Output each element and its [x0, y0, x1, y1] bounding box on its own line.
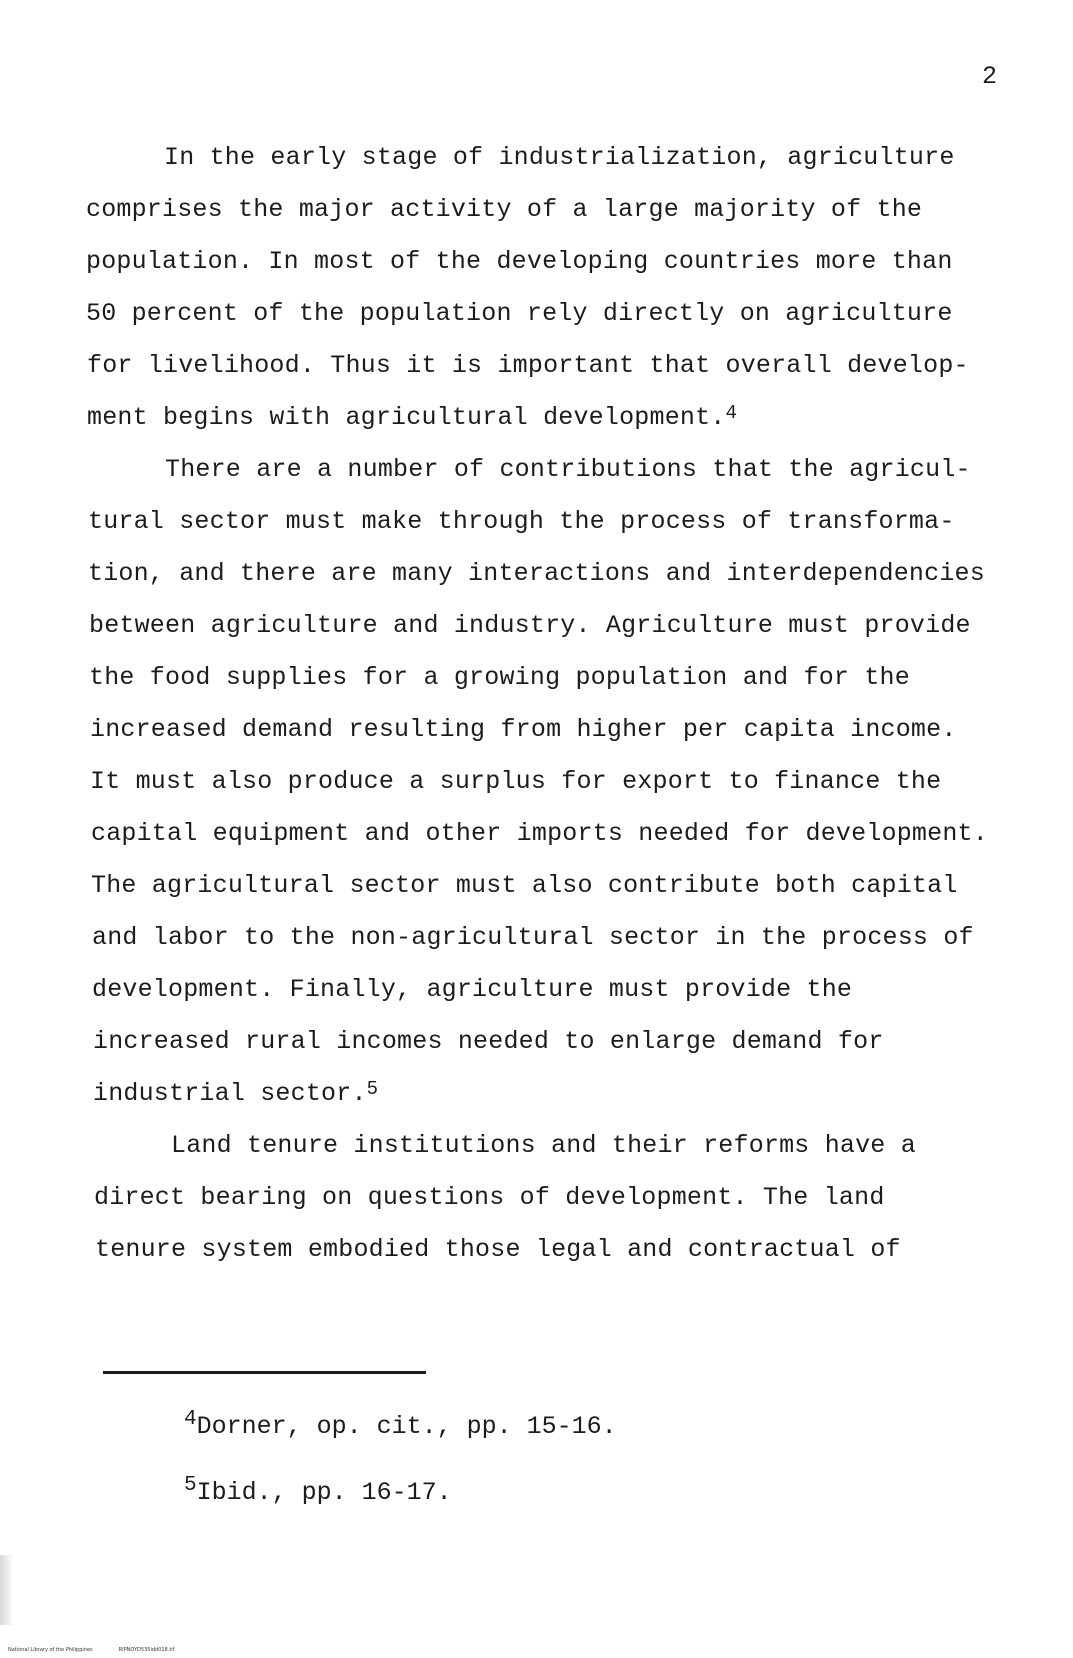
scan-edge-mark [0, 1555, 14, 1625]
body-line: Land tenure institutions and their reforms have a [171, 1131, 916, 1160]
body-line-text: ment begins with agricultural development. [87, 403, 726, 432]
footnote-mark: 5 [184, 1474, 197, 1497]
body-line: It must also produce a surplus for export to finance the [90, 767, 942, 796]
body-line [93, 1079, 378, 1108]
footnote [184, 1408, 617, 1441]
body-line: In the early stage of industrialization, agriculture [164, 143, 955, 172]
body-line: development. Finally, agriculture must provide the [92, 975, 853, 1004]
body-line: comprises the major activity of a large majority of the [86, 195, 923, 224]
footnote [184, 1474, 452, 1507]
body-line: tenure system embodied those legal and contractual of [95, 1235, 901, 1264]
footnote-ref: 5 [366, 1078, 379, 1100]
body-line: tion, and there are many interactions and interdependencies [88, 559, 985, 588]
footnote-separator [103, 1371, 426, 1374]
body-line: increased demand resulting from higher per capita income. [90, 715, 957, 744]
archive-stamp [8, 1647, 200, 1653]
body-line: 50 percent of the population rely directly on agriculture [86, 299, 953, 328]
body-line: tural sector must make through the process of transforma- [88, 507, 955, 536]
body-line: population. In most of the developing countries more than [86, 247, 953, 276]
body-line-text: industrial sector. [93, 1079, 367, 1108]
archive-library: National Library of the Philippines [8, 1647, 93, 1653]
footnote-text: Dorner, op. cit., pp. 15-16. [196, 1412, 617, 1441]
body-line [87, 403, 737, 432]
footnote-text: Ibid., pp. 16-17. [196, 1478, 452, 1507]
body-line: capital equipment and other imports needed for development. [91, 819, 988, 848]
page-number: 2 [982, 62, 998, 91]
body-line: and labor to the non-agricultural sector in the process of [92, 923, 974, 952]
footnote-ref: 4 [725, 402, 738, 424]
body-line: increased rural incomes needed to enlarge demand for [93, 1027, 884, 1056]
body-line: direct bearing on questions of development. The land [94, 1183, 885, 1212]
body-line: The agricultural sector must also contribute both capital [91, 871, 958, 900]
body-line: the food supplies for a growing population and for the [89, 663, 910, 692]
body-line: for livelihood. Thus it is important that overall develop- [87, 351, 969, 380]
footnote-mark: 4 [184, 1408, 197, 1431]
body-line: between agriculture and industry. Agriculture must provide [89, 611, 971, 640]
body-line: There are a number of contributions that the agricul- [165, 455, 971, 484]
archive-file: RIPNOYD535idd018.tif [118, 1647, 175, 1653]
